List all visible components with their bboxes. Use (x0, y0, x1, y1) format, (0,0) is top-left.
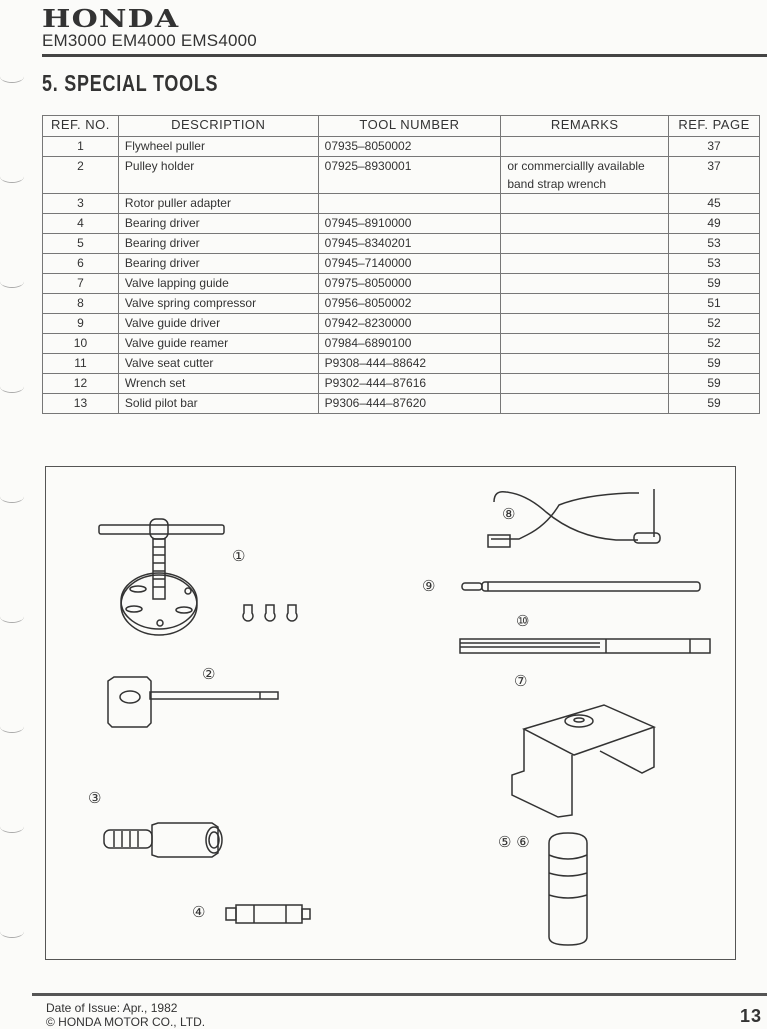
table-row (43, 374, 760, 394)
ref-no-cell: 1 (43, 137, 119, 157)
column-header-remarks: REMARKS (501, 116, 669, 137)
description-cell: Rotor puller adapter (118, 194, 318, 214)
description-cell: Bearing driver (118, 234, 318, 254)
callout-4: ④ (192, 903, 206, 921)
table-row (43, 254, 760, 274)
ref-no-cell: 9 (43, 314, 119, 334)
description-cell: Wrench set (118, 374, 318, 394)
date-of-issue: Date of Issue: Apr., 1982 (46, 1001, 178, 1015)
tool-number-cell: 07925–8930001 (318, 157, 501, 194)
ref-no-cell: 11 (43, 354, 119, 374)
ref-no-cell: 13 (43, 394, 119, 414)
special-tools-table (42, 115, 760, 414)
tool-number-cell: 07945–8340201 (318, 234, 501, 254)
remarks-cell (501, 274, 669, 294)
binder-hole-mark (0, 720, 24, 733)
table-row (43, 394, 760, 414)
description-cell: Valve seat cutter (118, 354, 318, 374)
brand-logo: HONDA (42, 4, 180, 33)
binder-hole-mark (0, 380, 24, 393)
tool-number-cell: 07945–8910000 (318, 214, 501, 234)
ref-page-cell: 51 (669, 294, 760, 314)
binder-hole-mark (0, 70, 24, 83)
description-cell: Valve spring compressor (118, 294, 318, 314)
remarks-cell (501, 374, 669, 394)
callout-3: ③ (88, 789, 102, 807)
table-row (43, 214, 760, 234)
ref-page-cell: 49 (669, 214, 760, 234)
description-cell: Solid pilot bar (118, 394, 318, 414)
ref-page-cell: 59 (669, 354, 760, 374)
description-cell: Pulley holder (118, 157, 318, 194)
ref-page-cell: 37 (669, 137, 760, 157)
tool-number-cell (318, 194, 501, 214)
remarks-cell (501, 314, 669, 334)
tool-number-cell: P9302–444–87616 (318, 374, 501, 394)
table-row (43, 157, 760, 194)
description-cell: Valve guide driver (118, 314, 318, 334)
description-cell: Bearing driver (118, 214, 318, 234)
binder-hole-mark (0, 925, 24, 938)
model-list: EM3000 EM4000 EMS4000 (42, 31, 257, 50)
tool-number-cell: 07945–7140000 (318, 254, 501, 274)
description-cell: Valve lapping guide (118, 274, 318, 294)
remarks-cell (501, 354, 669, 374)
ref-page-cell: 53 (669, 254, 760, 274)
ref-page-cell: 52 (669, 314, 760, 334)
table-row (43, 274, 760, 294)
ref-page-cell: 45 (669, 194, 760, 214)
tool-number-cell: P9308–444–88642 (318, 354, 501, 374)
table-row (43, 194, 760, 214)
ref-page-cell: 37 (669, 157, 760, 194)
copyright: © HONDA MOTOR CO., LTD. (46, 1015, 206, 1029)
callout-5-6: ⑤ ⑥ (498, 833, 530, 851)
binder-hole-mark (0, 820, 24, 833)
pulley-holder-illustration (104, 675, 284, 730)
valve-guide-driver-illustration (460, 580, 706, 594)
remarks-cell (501, 137, 669, 157)
callout-1: ① (232, 547, 246, 565)
table-row (43, 137, 760, 157)
table-row (43, 234, 760, 254)
ref-no-cell: 5 (43, 234, 119, 254)
table-row (43, 334, 760, 354)
remarks-cell (501, 394, 669, 414)
ref-no-cell: 4 (43, 214, 119, 234)
tool-number-cell: 07935–8050002 (318, 137, 501, 157)
remarks-cell (501, 194, 669, 214)
remarks-cell (501, 334, 669, 354)
description-cell: Valve guide reamer (118, 334, 318, 354)
binder-hole-mark (0, 610, 24, 623)
header-divider (42, 54, 767, 57)
column-header-tool-number: TOOL NUMBER (318, 116, 501, 137)
binder-hole-mark (0, 170, 24, 183)
tool-number-cell: 07975–8050000 (318, 274, 501, 294)
callout-8: ⑧ (502, 505, 516, 523)
remarks-cell (501, 234, 669, 254)
tool-number-cell: 07956–8050002 (318, 294, 501, 314)
binder-hole-mark (0, 490, 24, 503)
description-cell: Bearing driver (118, 254, 318, 274)
footer-divider (32, 993, 767, 996)
ref-no-cell: 12 (43, 374, 119, 394)
bearing-driver-5-6-illustration (546, 833, 591, 948)
remarks-cell (501, 294, 669, 314)
ref-no-cell: 8 (43, 294, 119, 314)
table-header-row (43, 116, 760, 137)
tool-number-cell: 07942–8230000 (318, 314, 501, 334)
issue-info (46, 1001, 205, 1029)
column-header-ref-no: REF. NO. (43, 116, 119, 137)
column-header-description: DESCRIPTION (118, 116, 318, 137)
ref-no-cell: 10 (43, 334, 119, 354)
table-row (43, 354, 760, 374)
tools-illustration-panel (45, 466, 736, 960)
table-row (43, 294, 760, 314)
description-cell: Flywheel puller (118, 137, 318, 157)
tool-number-cell: P9306–444–87620 (318, 394, 501, 414)
rotor-puller-adapter-illustration (102, 821, 232, 871)
remarks-cell: or commerciallly available band strap wrench (501, 157, 669, 194)
valve-lapping-guide-illustration (504, 699, 669, 819)
ref-page-cell: 59 (669, 394, 760, 414)
binder-hole-mark (0, 275, 24, 288)
ref-no-cell: 2 (43, 157, 119, 194)
callout-10: ⑩ (516, 612, 530, 630)
table-row (43, 314, 760, 334)
callout-2: ② (202, 665, 216, 683)
ref-page-cell: 52 (669, 334, 760, 354)
tool-number-cell: 07984–6890100 (318, 334, 501, 354)
ref-page-cell: 59 (669, 374, 760, 394)
column-header-ref-page: REF. PAGE (669, 116, 760, 137)
valve-guide-reamer-illustration (458, 637, 714, 657)
section-title: 5. SPECIAL TOOLS (42, 70, 219, 96)
page-number: 13 (739, 1006, 762, 1026)
bearing-driver-4-illustration (224, 903, 314, 925)
remarks-cell (501, 214, 669, 234)
ref-no-cell: 3 (43, 194, 119, 214)
ref-no-cell: 6 (43, 254, 119, 274)
callout-7: ⑦ (514, 672, 528, 690)
ref-page-cell: 53 (669, 234, 760, 254)
ref-no-cell: 7 (43, 274, 119, 294)
ref-page-cell: 59 (669, 274, 760, 294)
callout-9: ⑨ (422, 577, 436, 595)
flywheel-puller-illustration (94, 515, 314, 635)
remarks-cell (501, 254, 669, 274)
